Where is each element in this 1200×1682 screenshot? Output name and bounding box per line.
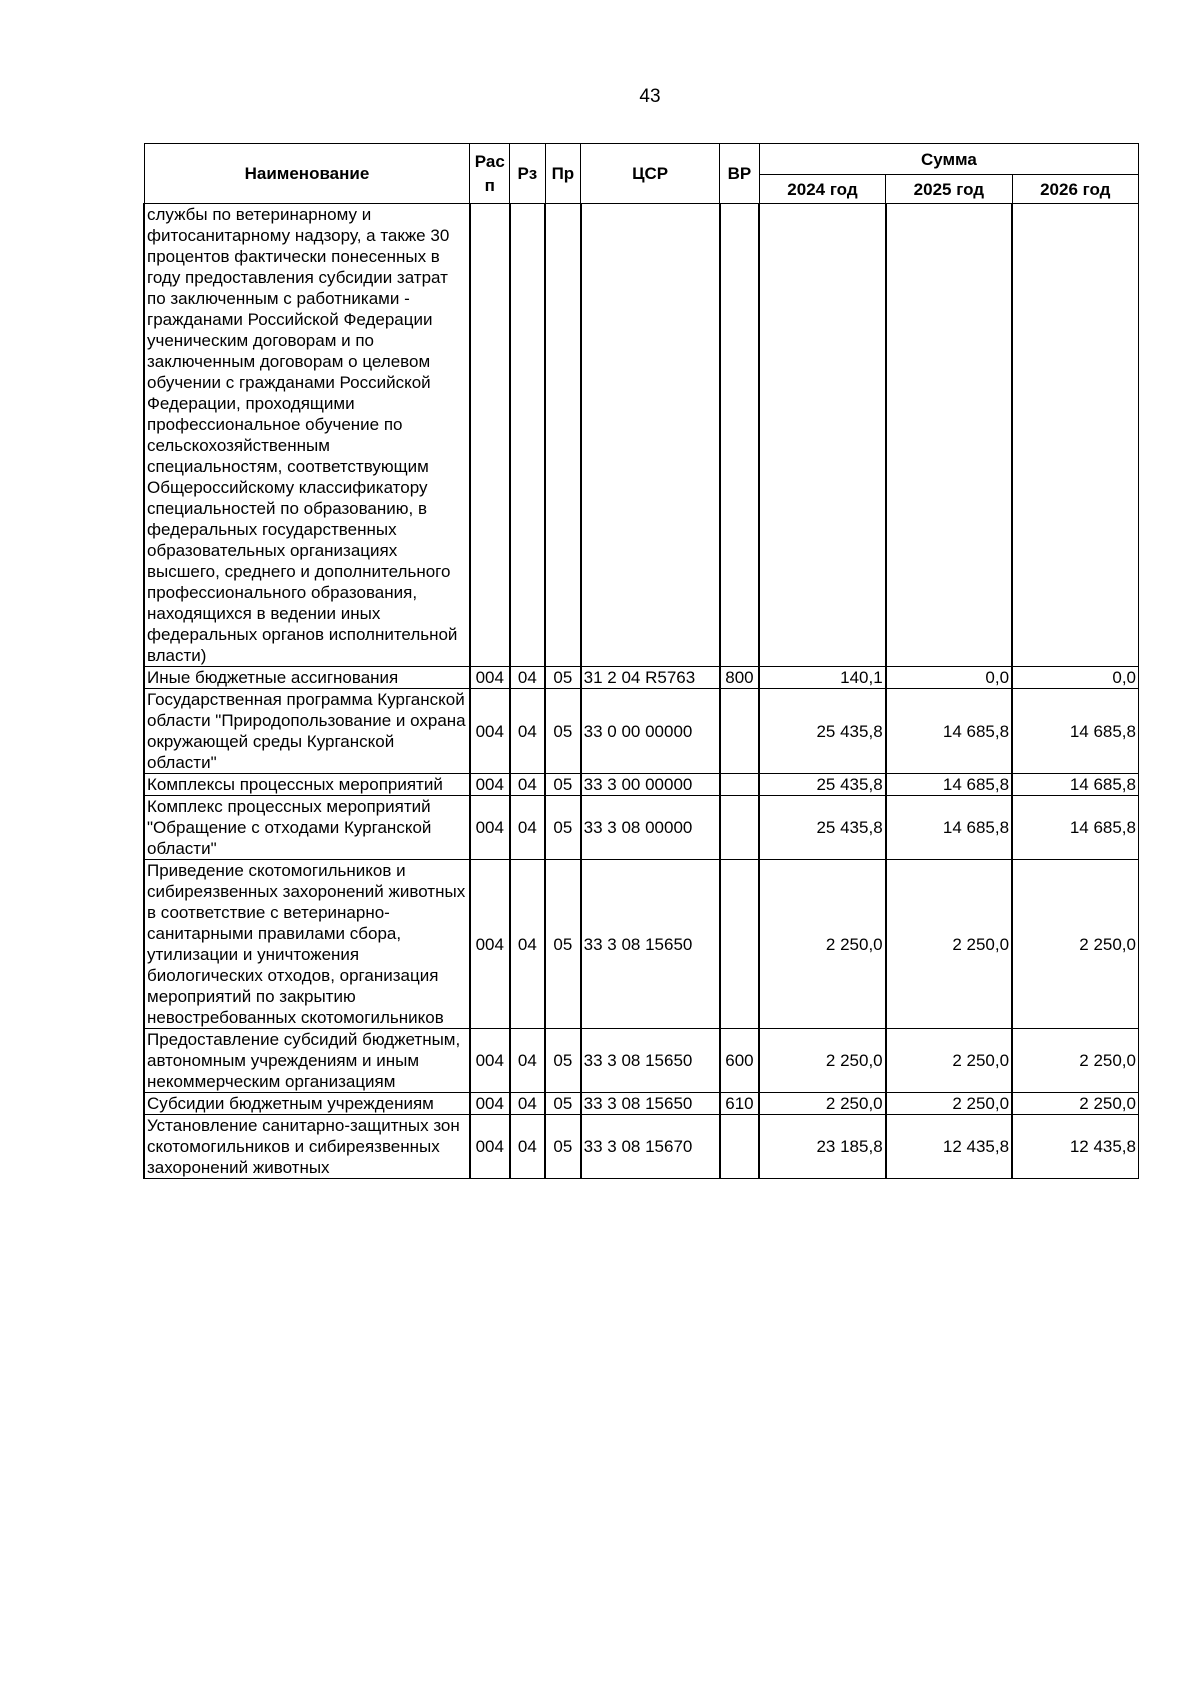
cell-sum-2025: 14 685,8 (886, 689, 1012, 774)
cell-sum-2024: 25 435,8 (759, 796, 885, 860)
cell-sum-2025: 2 250,0 (886, 1093, 1012, 1115)
cell-rz (510, 204, 546, 667)
cell-sum-2024: 25 435,8 (759, 774, 885, 796)
cell-csr: 33 3 08 15650 (581, 860, 720, 1029)
cell-sum-2024: 2 250,0 (759, 1029, 885, 1093)
cell-rasp: 004 (470, 774, 510, 796)
table-row (144, 1093, 1139, 1115)
cell-pr: 05 (545, 667, 581, 689)
cell-sum-2024: 25 435,8 (759, 689, 885, 774)
col-pr-header: Пр (545, 144, 581, 204)
cell-sum-2025: 2 250,0 (886, 1029, 1012, 1093)
cell-sum-2026: 2 250,0 (1012, 1029, 1138, 1093)
cell-pr: 05 (545, 860, 581, 1029)
cell-vr (720, 796, 760, 860)
table-row (144, 774, 1139, 796)
cell-rasp: 004 (470, 1029, 510, 1093)
cell-rasp: 004 (470, 796, 510, 860)
cell-sum-2025: 12 435,8 (886, 1115, 1012, 1179)
cell-name: Установление санитарно-защитных зон скотомогильников и сибиреязвенных захоронений животных (144, 1115, 470, 1179)
cell-pr: 05 (545, 1093, 581, 1115)
cell-name: Комплексы процессных мероприятий (144, 774, 470, 796)
table-row (144, 204, 1139, 667)
cell-pr (545, 204, 581, 667)
cell-rz: 04 (510, 1115, 546, 1179)
cell-rz: 04 (510, 667, 546, 689)
col-2025-header: 2025 год (886, 175, 1012, 204)
cell-rasp (470, 204, 510, 667)
cell-name: Иные бюджетные ассигнования (144, 667, 470, 689)
cell-csr (581, 204, 720, 667)
cell-sum-2026 (1012, 204, 1138, 667)
cell-sum-2024: 23 185,8 (759, 1115, 885, 1179)
col-rasp-header: Рас п (470, 144, 510, 204)
cell-pr: 05 (545, 1115, 581, 1179)
cell-sum-2025: 14 685,8 (886, 774, 1012, 796)
cell-vr: 800 (720, 667, 760, 689)
cell-pr: 05 (545, 774, 581, 796)
cell-sum-2026: 14 685,8 (1012, 796, 1138, 860)
cell-pr: 05 (545, 689, 581, 774)
cell-sum-2026: 2 250,0 (1012, 860, 1138, 1029)
cell-sum-2025: 14 685,8 (886, 796, 1012, 860)
cell-vr (720, 1115, 760, 1179)
cell-name: Субсидии бюджетным учреждениям (144, 1093, 470, 1115)
cell-rasp: 004 (470, 1093, 510, 1115)
cell-vr (720, 860, 760, 1029)
budget-table (143, 143, 1139, 1179)
cell-csr: 33 3 08 15650 (581, 1093, 720, 1115)
cell-vr (720, 689, 760, 774)
col-name-header: Наименование (144, 144, 470, 204)
cell-pr: 05 (545, 796, 581, 860)
cell-vr: 610 (720, 1093, 760, 1115)
cell-sum-2024: 2 250,0 (759, 1093, 885, 1115)
cell-sum-2026: 2 250,0 (1012, 1093, 1138, 1115)
cell-sum-2024: 2 250,0 (759, 860, 885, 1029)
cell-vr (720, 204, 760, 667)
col-2026-header: 2026 год (1012, 175, 1138, 204)
table-row (144, 796, 1139, 860)
cell-sum-2026: 12 435,8 (1012, 1115, 1138, 1179)
cell-rz: 04 (510, 796, 546, 860)
cell-csr: 33 3 08 15670 (581, 1115, 720, 1179)
cell-rasp: 004 (470, 860, 510, 1029)
table-row (144, 667, 1139, 689)
cell-sum-2026: 14 685,8 (1012, 774, 1138, 796)
cell-name: Приведение скотомогильников и сибиреязвенных захоронений животных в соответствие с ветеринарно-санитарными правилами сбора, утилизации и уничтожения биологических отходов, организация мероприятий по закрытию невостребованных скотомогильников (144, 860, 470, 1029)
table-row (144, 689, 1139, 774)
col-sum-header: Сумма (759, 144, 1138, 175)
cell-sum-2025: 0,0 (886, 667, 1012, 689)
cell-sum-2024: 140,1 (759, 667, 885, 689)
page-number: 43 (639, 86, 661, 107)
header-row (144, 144, 1139, 175)
cell-sum-2026: 14 685,8 (1012, 689, 1138, 774)
table-row (144, 860, 1139, 1029)
cell-name: Комплекс процессных мероприятий "Обращение с отходами Курганской области" (144, 796, 470, 860)
cell-name: Предоставление субсидий бюджетным, автономным учреждениям и иным некоммерческим организациям (144, 1029, 470, 1093)
cell-name: Государственная программа Курганской области "Природопользование и охрана окружающей среды Курганской области" (144, 689, 470, 774)
cell-name: службы по ветеринарному и фитосанитарному надзору, а также 30 процентов фактически понесенных в году предоставления субсидии затрат по заключенным с работниками - гражданами Российской Федерации ученическим договорам и по заключенным договорам о целевом обучении с гражданами Российской Федерации, проходящими профессиональное обучение по сельскохозяйственным специальностям, соответствующим Общероссийскому классификатору специальностей по образованию, в федеральных государственных образовательных организациях высшего, среднего и дополнительного профессионального образования, находящихся в ведении иных федеральных органов исполнительной власти) (144, 204, 470, 667)
table-row (144, 1029, 1139, 1093)
cell-csr: 33 0 00 00000 (581, 689, 720, 774)
cell-rz: 04 (510, 1093, 546, 1115)
cell-rz: 04 (510, 1029, 546, 1093)
cell-rz: 04 (510, 689, 546, 774)
col-rz-header: Рз (510, 144, 546, 204)
cell-rz: 04 (510, 860, 546, 1029)
cell-vr (720, 774, 760, 796)
table-row (144, 1115, 1139, 1179)
cell-rasp: 004 (470, 667, 510, 689)
cell-rasp: 004 (470, 689, 510, 774)
cell-sum-2025: 2 250,0 (886, 860, 1012, 1029)
cell-csr: 33 3 08 00000 (581, 796, 720, 860)
cell-sum-2025 (886, 204, 1012, 667)
cell-csr: 33 3 08 15650 (581, 1029, 720, 1093)
cell-rasp: 004 (470, 1115, 510, 1179)
col-csr-header: ЦСР (581, 144, 720, 204)
col-2024-header: 2024 год (759, 175, 885, 204)
table-body (144, 204, 1139, 1179)
cell-csr: 33 3 00 00000 (581, 774, 720, 796)
cell-csr: 31 2 04 R5763 (581, 667, 720, 689)
cell-vr: 600 (720, 1029, 760, 1093)
col-vr-header: ВР (720, 144, 760, 204)
cell-sum-2026: 0,0 (1012, 667, 1138, 689)
cell-pr: 05 (545, 1029, 581, 1093)
cell-sum-2024 (759, 204, 885, 667)
cell-rz: 04 (510, 774, 546, 796)
